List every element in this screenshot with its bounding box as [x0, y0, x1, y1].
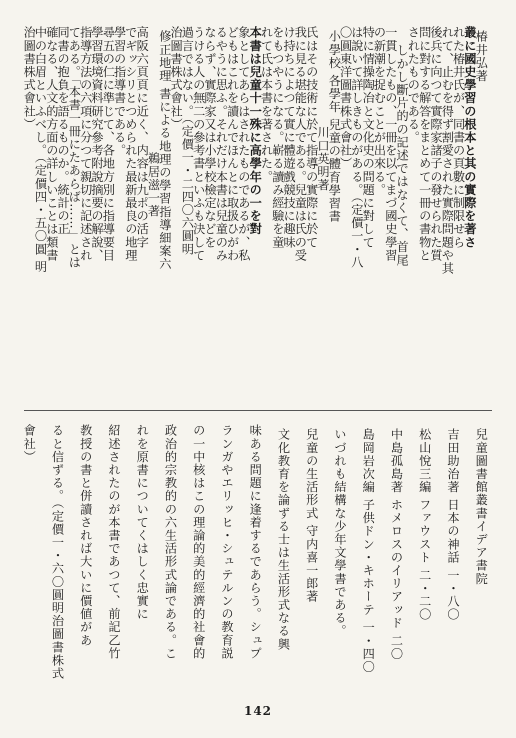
- text-column: 指導方法の六項に分つて親切に記述され: [78, 26, 93, 262]
- text-column: 過言ではない。（定價一・二四〇六圓明: [180, 26, 195, 256]
- text-column: されたものである。: [406, 26, 421, 144]
- text-column: れを原書についてくはしく忠實に: [135, 424, 150, 621]
- text-column: しかし斷片的の記述ではなくて、首尾: [395, 44, 410, 267]
- text-column: ランガやエリッヒ・シュテルンの教育説: [219, 424, 234, 660]
- text-column: 叢に國史學習の根本と其の實際を著さ: [462, 26, 477, 249]
- text-column: 修正地理 書による地理の學習指導細案六: [157, 30, 172, 271]
- text-column: 高阪六頁頁に近く、内容は九ポの活字: [135, 26, 150, 249]
- text-column: 同書の抱負を語るものか。統計の正: [56, 26, 71, 236]
- text-column: 象としてあらはされたものであるが、私: [236, 26, 251, 262]
- text-column: ると信ずる。（定價一・六〇圓明治圖書株式: [50, 424, 65, 680]
- text-column: 中島孤島著 ホメロスのイリアッド 二〇: [389, 428, 404, 661]
- text-column: 會社）: [22, 424, 37, 464]
- text-column: の一中核はこの理論的美的經濟的社會的: [191, 424, 206, 660]
- text-column: てある。「本書一冊にたあらば……」とは: [67, 26, 82, 269]
- text-column: 島岡岩次編 子供ドン・キホーテ 一・四〇: [361, 428, 376, 674]
- text-column: 本書は兒童十一殊に高學年の一を對: [248, 26, 263, 236]
- text-column: 治圖書株式會社）: [169, 26, 184, 131]
- text-column: 兒童圖書館叢書イデア書院: [474, 428, 489, 586]
- text-column: 尋五の仁に準じて、各地方別に指導要目: [101, 26, 116, 262]
- text-column: は說いて詳しきものがある。（定價一・八: [349, 26, 364, 269]
- text-column: の新潮を捉むことが出來る。: [372, 26, 387, 197]
- text-column: れて、止むを得ず割愛された實際問題や其: [440, 26, 455, 275]
- text-column: どもはこれを讀んでほんとに取扱ひがわ: [225, 26, 240, 262]
- text-column: 確なる、人文的方面の詳しいことは類書: [44, 26, 59, 262]
- text-column: でギッシリとつめられた最新最良の地理: [123, 26, 138, 262]
- text-column: け持ちによつて實に體遊戲競技に趣味: [282, 26, 297, 249]
- text-column: れて氏は本書を著された。: [259, 26, 274, 184]
- text-column: 問に對する解答をまとめて一冊の書物と: [417, 26, 432, 262]
- text-column: 吉田助治著 日本の神話 一・八〇: [445, 428, 460, 621]
- text-column: 我に見る堪能な人である。兒童は氏の受: [293, 26, 308, 262]
- text-column: 學習の指導書である。: [112, 26, 127, 157]
- text-column: 一貫したもの、一冊を以てまづ國史學習: [383, 26, 398, 262]
- text-column: うける人の無二の參考書といふも決して: [191, 26, 206, 262]
- text-column: 兒童の生活形式 守内喜一郎著: [304, 428, 319, 604]
- text-column: 氏はその技術に於て指導の實際に於て: [304, 26, 319, 249]
- text-column: るやうに思ふ。それだけ本書は兒童のみ: [214, 26, 229, 262]
- text-column: 文化教育を論ずる士は生活形式なる興: [276, 428, 291, 651]
- text-column: ならず、實際家又は小學校檢定などを: [203, 26, 217, 249]
- text-column: 學習環境資料研究參考附說摘要の解說、: [90, 26, 104, 262]
- text-column: をもつやうになる。嶄る讀み經驗を童: [270, 26, 285, 249]
- section-divider: [24, 410, 492, 411]
- text-column: 中の白眉といふべし。（定價四・五〇圓 明: [33, 26, 48, 274]
- text-column: 小學校 各學年 兒童の體育學習書: [327, 30, 342, 223]
- text-column: 川口英明著: [316, 126, 330, 192]
- text-column: 政治的宗教的の六生活形式論である。こ: [163, 424, 178, 660]
- text-column: 松山悅三編 ファウスト 二・二〇: [417, 428, 432, 621]
- text-column: 味ある問題に逢着するであらう。シュプ: [248, 424, 263, 660]
- text-column: 紹述されたのが本書であつて、前記乙竹: [106, 424, 121, 660]
- text-column: いづれも結構な少年文學書である。: [332, 428, 347, 638]
- page-number: 142: [243, 704, 273, 718]
- text-column: 治圖書株式會社）: [22, 26, 37, 131]
- text-column: 椿井弘著: [474, 30, 489, 83]
- text-column: 後兵に向つて實際家諸子の發せられた質: [429, 26, 443, 262]
- text-column: れた椿井氏が、同書の頁數に制限せら: [451, 26, 466, 249]
- text-column: 教授の書と併讀されば大いに價値があ: [78, 424, 93, 647]
- text-column: 鵜居滋一著: [146, 152, 161, 218]
- text-column: 特に情操陶冶と文化史の問題に對して: [361, 26, 376, 249]
- text-column: 〇圓東洋圖書株式會社）: [338, 26, 353, 171]
